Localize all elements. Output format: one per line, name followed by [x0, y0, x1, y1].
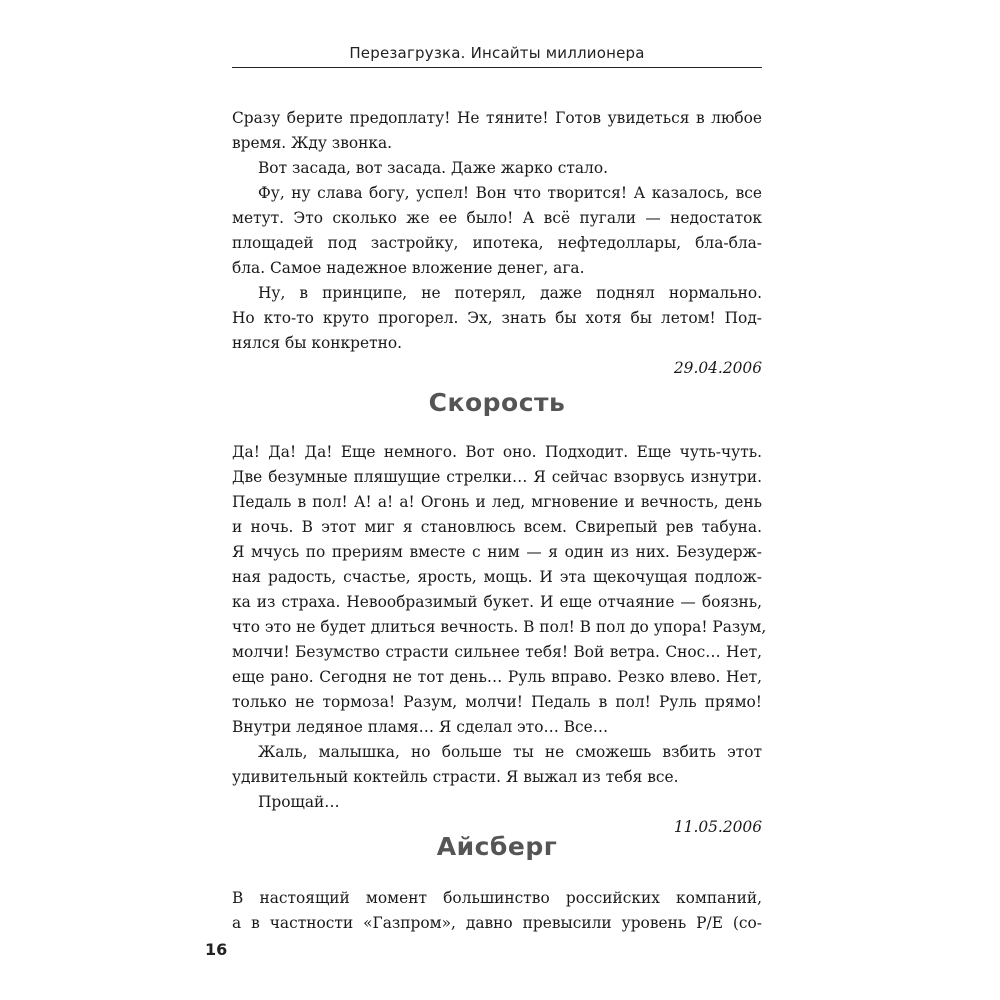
entry-date: 29.04.2006 [673, 359, 762, 377]
text-line: Вот засада, вот засада. Даже жарко стало. [258, 159, 608, 177]
text-line: время. Жду звонка. [232, 134, 393, 152]
text-line: площадей под застройку, ипотека, нефтедоллары, бла-бла- [232, 234, 762, 252]
text-line: ная радость, счастье, ярость, мощь. И эта щекочущая подлож- [232, 568, 762, 586]
text-line: метут. Это сколько же ее было! А всё пугали — недостаток [232, 209, 762, 227]
entry-date: 11.05.2006 [673, 818, 762, 836]
text-line: нялся бы конкретно. [232, 334, 403, 352]
text-line: Прощай… [258, 793, 340, 811]
text-line: Жаль, малышка, но больше ты не сможешь взбить этот [258, 743, 762, 761]
text-line: удивительный коктейль страсти. Я выжал из тебя все. [232, 768, 679, 786]
text-line: ка из страха. Невообразимый букет. И еще отчаяние — боязнь, [232, 593, 762, 611]
text-line: Ну, в принципе, не потерял, даже поднял нормально. [258, 284, 762, 302]
text-line: Но кто-то круто прогорел. Эх, знать бы хотя бы летом! Под- [232, 309, 762, 327]
section-heading: Скорость [428, 388, 566, 417]
text-line: Педаль в пол! А! а! а! Огонь и лед, мгновение и вечность, день [232, 493, 762, 511]
running-header: Перезагрузка. Инсайты миллионера [349, 44, 645, 62]
text-line: что это не будет длиться вечность. В пол! В пол до упора! Разум, [232, 618, 767, 636]
section-3-text [232, 886, 762, 936]
header-rule [232, 67, 762, 68]
section-heading: Айсберг [436, 832, 558, 861]
text-line: а в частности «Газпром», давно превысили уровень P/E (со- [232, 914, 762, 932]
text-line: В настоящий момент большинство российских компаний, [232, 889, 762, 907]
text-line: Две безумные пляшущие стрелки… Я сейчас взорвусь изнутри. [232, 468, 762, 486]
page-number: 16 [205, 940, 228, 959]
text-line: Да! Да! Да! Еще немного. Вот оно. Подходит. Еще чуть-чуть. [232, 443, 762, 461]
text-line: Фу, ну слава богу, успел! Вон что творится! А казалось, все [258, 184, 762, 202]
text-line: бла. Самое надежное вложение денег, ага. [232, 259, 585, 277]
text-line: Сразу берите предоплату! Не тяните! Готов увидеться в любое [232, 109, 762, 127]
section-2-text [232, 440, 767, 840]
text-line: молчи! Безумство страсти сильнее тебя! Вой ветра. Снос… Нет, [232, 643, 762, 661]
text-line: только не тормоза! Разум, молчи! Педаль в пол! Руль прямо! [232, 693, 762, 711]
section-1-text [232, 106, 762, 381]
text-line: еще рано. Сегодня не тот день… Руль вправо. Резко влево. Нет, [232, 668, 762, 686]
text-line: Внутри ледяное пламя… Я сделал это… Все… [232, 718, 609, 736]
text-line: Я мчусь по прериям вместе с ним — я один из них. Безудерж- [232, 543, 762, 561]
text-line: и ночь. В этот миг я становлюсь всем. Свирепый рев табуна. [232, 518, 762, 536]
